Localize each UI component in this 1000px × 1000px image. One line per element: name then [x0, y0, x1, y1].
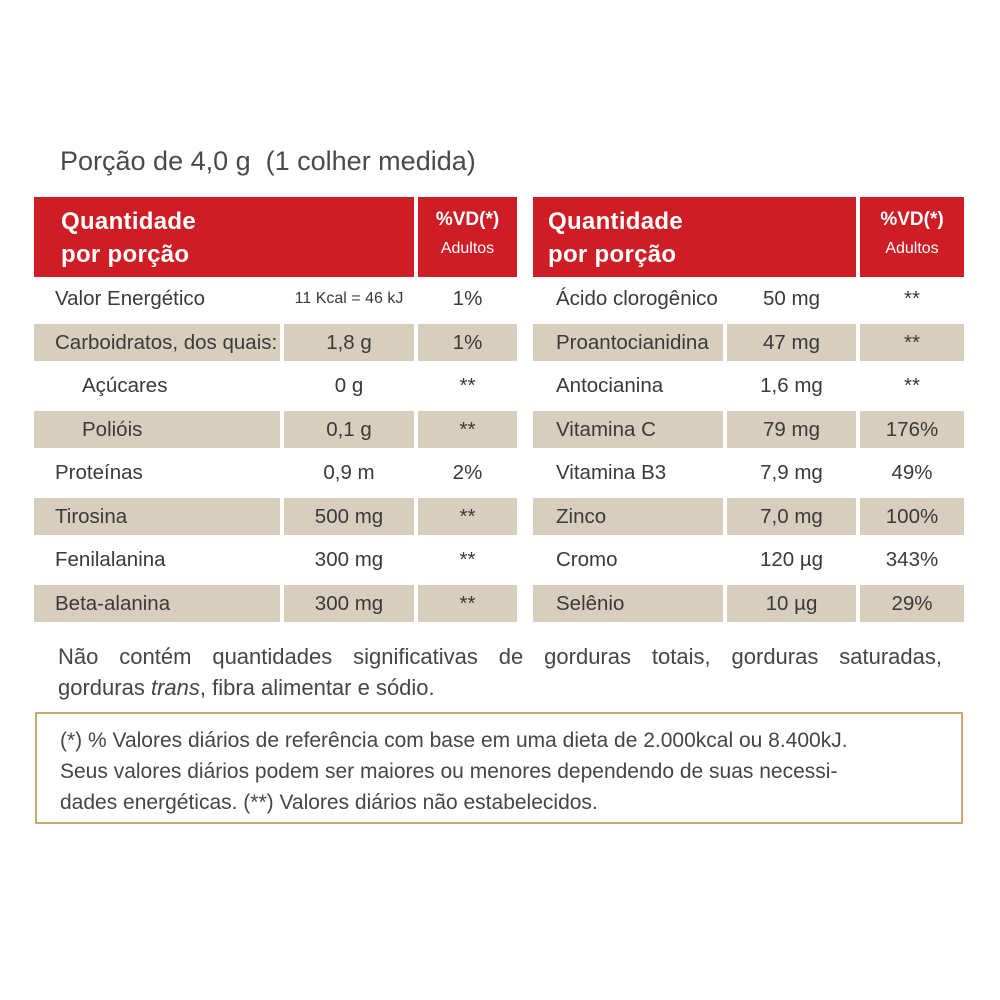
- nutrient-name: Vitamina B3: [556, 461, 667, 484]
- nutrient-amount: 0,9 m: [323, 461, 375, 484]
- header-quantity: [34, 197, 414, 277]
- header-quantity-line2: por porção: [61, 241, 190, 268]
- nutrient-name: Vitamina C: [533, 411, 723, 449]
- disclaimer-not-contains: [58, 641, 942, 703]
- nutrient-name: Fenilalanina: [55, 548, 166, 571]
- nutrient-name: Tirosina: [34, 498, 280, 536]
- nutrient-vd: **: [418, 585, 517, 623]
- nutrient-name: Selênio: [533, 585, 723, 623]
- nutrient-name: Proantocianidina: [533, 324, 723, 362]
- nutrient-vd: **: [860, 324, 964, 362]
- nutrient-vd: 176%: [860, 411, 964, 449]
- nutrient-vd: **: [904, 374, 920, 397]
- nutrient-name: Açúcares: [82, 374, 168, 397]
- header-quantity-line2: por porção: [548, 241, 677, 268]
- nutrient-vd: 1%: [418, 324, 517, 362]
- disclaimer-line2-pre: gorduras: [58, 675, 151, 700]
- nutrient-name: Antocianina: [556, 374, 664, 397]
- header-vd-adults: Adultos: [440, 240, 495, 257]
- nutrient-vd: **: [459, 374, 476, 397]
- note-line1: (*) % Valores diários de referência com base em uma dieta de 2.000kcal ou 8.400kJ.: [60, 729, 848, 752]
- nutrient-amount: 7,9 mg: [760, 461, 823, 484]
- nutrient-amount: 300 mg: [284, 585, 414, 623]
- nutrient-name: Valor Energético: [55, 287, 206, 310]
- nutrient-amount: 50 mg: [763, 287, 820, 310]
- nutrient-vd: 49%: [891, 461, 933, 484]
- nutrient-name: Carboidratos, dos quais:: [34, 324, 280, 362]
- nutrient-vd: 1%: [452, 287, 483, 310]
- reference-values-note: [35, 712, 963, 824]
- nutrient-amount: 120 µg: [759, 548, 824, 571]
- nutrient-amount: 0,1 g: [284, 411, 414, 449]
- nutrient-amount: 7,0 mg: [727, 498, 856, 536]
- nutrient-vd: **: [418, 498, 517, 536]
- nutrient-name: Proteínas: [55, 461, 143, 484]
- disclaimer-line1: Não contém quantidades significativas de gorduras totais, gorduras saturadas,: [58, 644, 942, 669]
- portion-size: Porção de 4,0 g (1 colher medida): [60, 146, 476, 176]
- header-vd-label: %VD(*): [880, 209, 944, 230]
- note-line2: Seus valores diários podem ser maiores ou menores dependendo de suas necessi-: [60, 760, 838, 783]
- nutrient-amount: 300 mg: [314, 548, 384, 571]
- nutrient-name: Beta-alanina: [34, 585, 280, 623]
- nutrient-amount: 79 mg: [727, 411, 856, 449]
- disclaimer-line2: [58, 672, 942, 703]
- nutrient-amount: 11 Kcal = 46 kJ: [294, 290, 404, 307]
- nutrient-amount: 10 µg: [727, 585, 856, 623]
- nutrient-vd: **: [459, 548, 476, 571]
- nutrient-amount: 0 g: [334, 374, 364, 397]
- nutrient-vd: 343%: [885, 548, 939, 571]
- nutrient-amount: 500 mg: [284, 498, 414, 536]
- nutrient-name: Zinco: [533, 498, 723, 536]
- nutrient-amount: 47 mg: [727, 324, 856, 362]
- disclaimer-line2-post: , fibra alimentar e sódio.: [199, 675, 435, 700]
- nutrient-vd: 2%: [452, 461, 483, 484]
- header-quantity: [533, 197, 856, 277]
- nutrient-amount: 1,6 mg: [760, 374, 823, 397]
- header-vd-adults: Adultos: [885, 240, 939, 257]
- note-line3: dades energéticas. (**) Valores diários não estabelecidos.: [60, 791, 598, 814]
- nutrient-vd: 29%: [860, 585, 964, 623]
- header-quantity-line1: Quantidade: [548, 208, 684, 235]
- nutrient-vd: **: [904, 287, 920, 310]
- nutrient-name: Polióis: [34, 411, 280, 449]
- header-vd: [418, 197, 517, 277]
- nutrient-name: Ácido clorogênico: [556, 287, 718, 310]
- header-vd-label: %VD(*): [435, 209, 500, 230]
- header-vd: [860, 197, 964, 277]
- nutrient-name: Cromo: [556, 548, 618, 571]
- header-quantity-line1: Quantidade: [61, 208, 197, 235]
- disclaimer-trans: trans: [150, 675, 200, 700]
- nutrient-vd: 100%: [860, 498, 964, 536]
- nutrient-vd: **: [418, 411, 517, 449]
- nutrient-amount: 1,8 g: [284, 324, 414, 362]
